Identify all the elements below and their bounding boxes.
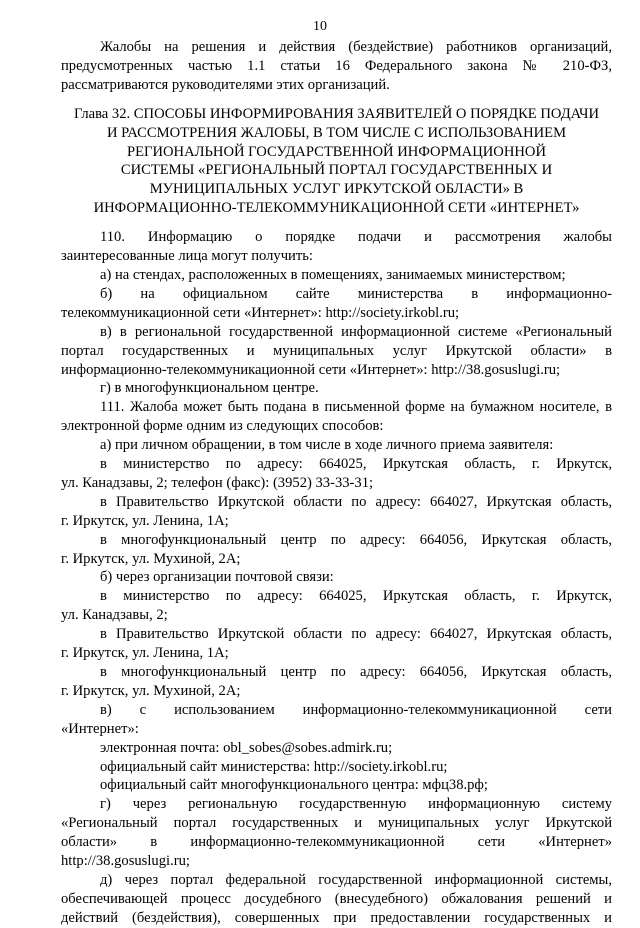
body-line: в) в региональной государственной информационной системе «Региональный [100, 323, 612, 340]
body-line: г. Иркутск, ул. Мухиной, 2А; [61, 682, 241, 699]
intro-line-3: рассматриваются руководителями этих организаций. [61, 76, 390, 93]
body-line: заинтересованные лица могут получить: [61, 248, 313, 265]
body-line: области» в информационно-телекоммуникационной сети «Интернет» [61, 834, 612, 851]
body-line: б) на официальном сайте министерства в информационно- [100, 285, 612, 302]
body-text [61, 228, 612, 928]
spacer [61, 95, 612, 105]
body-line: в министерство по адресу: 664025, Иркутская область, г. Иркутск, [100, 588, 612, 605]
body-line: г. Иркутск, ул. Ленина, 1А; [61, 645, 229, 662]
body-line: официальный сайт многофункционального центра: мфц38.рф; [100, 777, 488, 794]
body-line: «Интернет»: [61, 720, 139, 737]
body-line: 110. Информацию о порядке подачи и рассмотрения жалобы [100, 229, 612, 246]
body-line: д) через портал федеральной государственной информационной системы, [100, 871, 612, 888]
body-line: г) через региональную государственную информационную систему [100, 796, 612, 813]
spacer [61, 218, 612, 228]
body-line: 111. Жалоба может быть подана в письменной форме на бумажном носителе, в [100, 399, 612, 416]
page-number: 10 [313, 19, 327, 34]
body-line: информационно-телекоммуникационной сети «Интернет»: http://38.gosuslugi.ru; [61, 361, 561, 378]
body-line: http://38.gosuslugi.ru; [61, 853, 190, 870]
chapter-heading-line: ИНФОРМАЦИОННО-ТЕЛЕКОММУНИКАЦИОННОЙ СЕТИ «ИНТЕРНЕТ» [93, 200, 580, 217]
body-line: г. Иркутск, ул. Мухиной, 2А; [61, 550, 241, 567]
chapter-heading-line: МУНИЦИПАЛЬНЫХ УСЛУГ ИРКУТСКОЙ ОБЛАСТИ» В [149, 181, 524, 198]
chapter-heading-line: И РАССМОТРЕНИЯ ЖАЛОБЫ, В ТОМ ЧИСЛЕ С ИСПОЛЬЗОВАНИЕМ [106, 124, 567, 141]
body-line: г. Иркутск, ул. Ленина, 1А; [61, 512, 229, 529]
chapter-heading [61, 105, 612, 218]
chapter-heading-line: Глава 32. СПОСОБЫ ИНФОРМИРОВАНИЯ ЗАЯВИТЕЛЕЙ О ПОРЯДКЕ ПОДАЧИ [73, 105, 600, 122]
chapter-heading-line: РЕГИОНАЛЬНОЙ ГОСУДАРСТВЕННОЙ ИНФОРМАЦИОННОЙ [127, 143, 546, 160]
body-line: электронной форме одним из следующих способов: [61, 418, 384, 435]
body-line: «Региональный портал государственных и муниципальных услуг Иркутской [61, 815, 612, 832]
body-line: действий (бездействия), совершенных при предоставлении государственных и [61, 909, 612, 926]
body-line: в министерство по адресу: 664025, Иркутская область, г. Иркутск, [100, 456, 612, 473]
body-line: б) через организации почтовой связи: [100, 569, 334, 586]
chapter-heading-line: СИСТЕМЫ «РЕГИОНАЛЬНЫЙ ПОРТАЛ ГОСУДАРСТВЕННЫХ И [120, 162, 553, 179]
body-line: официальный сайт министерства: http://society.irkobl.ru; [100, 758, 448, 775]
body-line: портал государственных и муниципальных услуг Иркутской области» в [61, 342, 612, 359]
intro-line-2: предусмотренных частью 1.1 статьи 16 Федерального закона № 210-ФЗ, [61, 57, 612, 74]
intro-line-1: Жалобы на решения и действия (бездействие) работников организаций, [100, 39, 612, 55]
body-line: телекоммуникационной сети «Интернет»: http://society.irkobl.ru; [61, 304, 460, 321]
body-line: в многофункциональный центр по адресу: 664056, Иркутская область, [100, 664, 612, 680]
body-line: электронная почта: obl_sobes@sobes.admirk.ru; [100, 739, 393, 756]
body-line: г) в многофункциональном центре. [100, 380, 319, 397]
body-line: в) с использованием информационно-телекоммуникационной сети [100, 701, 612, 718]
document-body [61, 38, 612, 928]
body-line: а) при личном обращении, в том числе в ходе личного приема заявителя: [100, 437, 554, 454]
body-line: в Правительство Иркутской области по адресу: 664027, Иркутская область, [100, 493, 612, 510]
body-line: ул. Канадзавы, 2; телефон (факс): (3952) 33-33-31; [61, 474, 374, 491]
body-line: в Правительство Иркутской области по адресу: 664027, Иркутская область, [100, 626, 612, 643]
body-line: а) на стендах, расположенных в помещениях, занимаемых министерством; [100, 266, 566, 283]
body-line: обеспечивающей процесс досудебного (внесудебного) обжалования решений и [61, 890, 612, 907]
body-line: в многофункциональный центр по адресу: 664056, Иркутская область, [100, 531, 612, 548]
body-line: ул. Канадзавы, 2; [61, 607, 168, 624]
